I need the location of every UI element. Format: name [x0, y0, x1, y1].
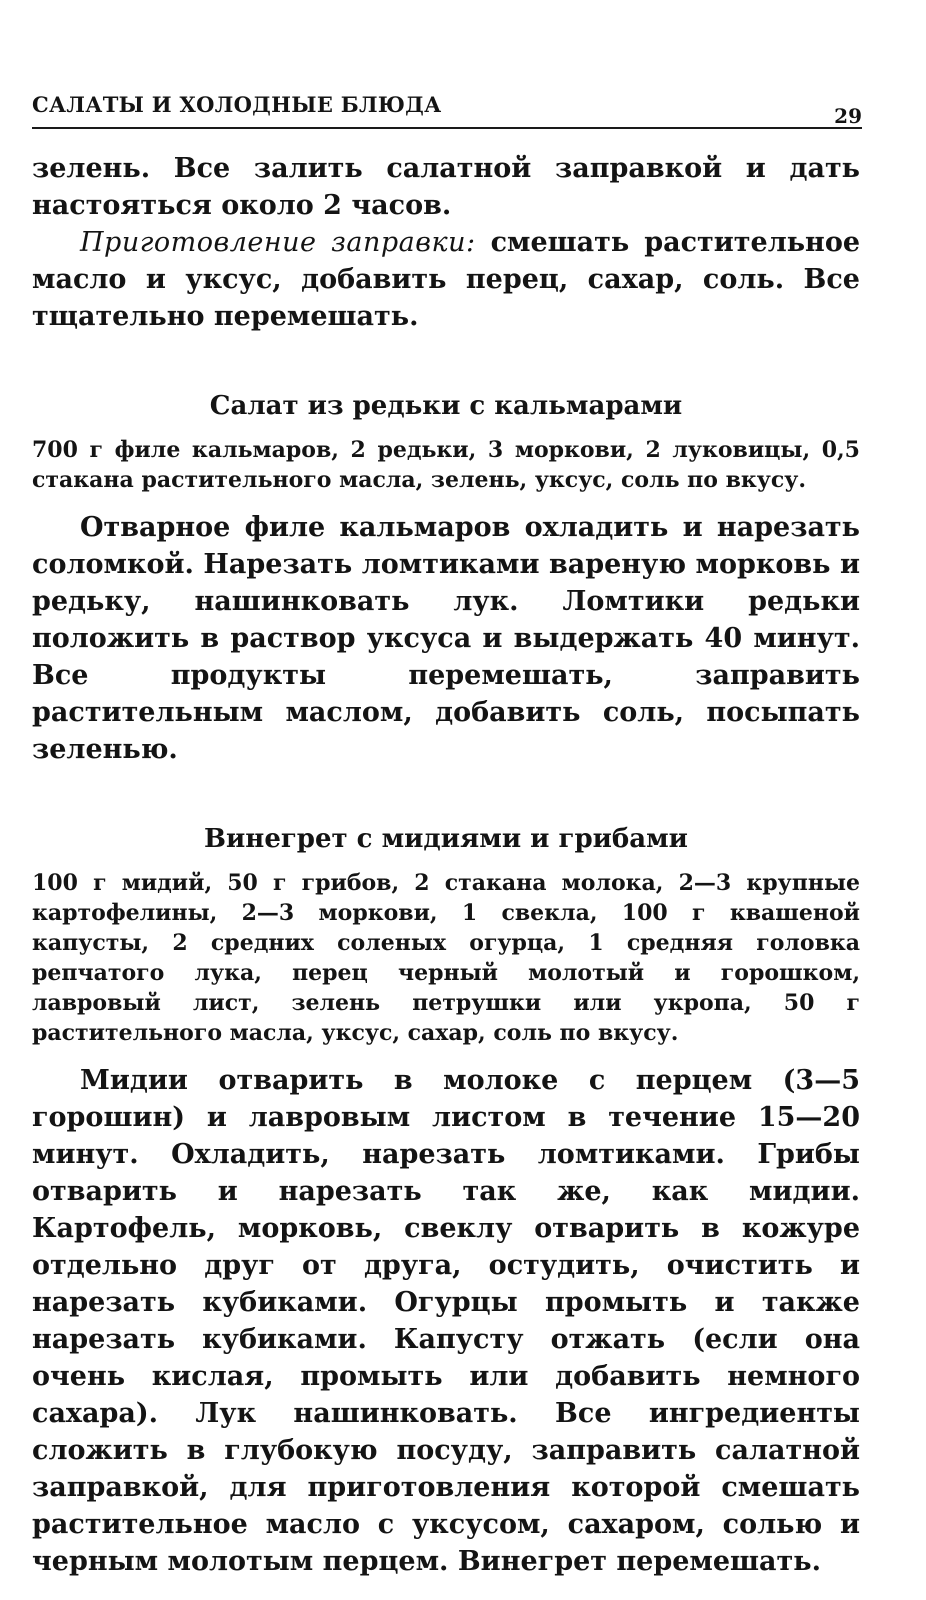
ingredients-list: 700 г филе кальмаров, 2 редьки, 3 моркови, 2 луковицы, 0,5 стакана растительного масла, зелень, уксус, соль по вкусу.: [32, 437, 860, 493]
running-title: САЛАТЫ И ХОЛОДНЫЕ БЛЮДА: [32, 92, 442, 117]
header-rule: [32, 127, 862, 129]
recipe-vinaigrette-mussels: [32, 824, 860, 1580]
ingredients-list: 100 г мидий, 50 г грибов, 2 стакана молока, 2—3 крупные картофелины, 2—3 моркови, 1 свекла, 100 г квашеной капусты, 2 средних соленых огурца, 1 средняя головка репчатого лука, перец черный молотый и горошком, лавровый лист, зелень петрушки или укропа, 50 г растительного масла, уксус, сахар, соль по вкусу.: [32, 870, 860, 1046]
continued-paragraph: зелень. Все залить салатной заправкой и дать настояться около 2 часов.: [32, 153, 860, 221]
page-number: 29: [834, 104, 862, 128]
recipe-method: Отварное филе кальмаров охладить и нарезать соломкой. Нарезать ломтиками вареную морковь и редьку, нашинковать лук. Ломтики редьки положить в раствор уксуса и выдержать 40 минут. Все продукты перемешать, заправить растительным маслом, добавить соль, посыпать зеленью.: [32, 512, 860, 765]
recipe-title: Салат из редьки с кальмарами: [209, 391, 683, 421]
dressing-label: Приготовление заправки:: [80, 227, 476, 258]
dressing-text: смешать растительное масло и уксус, добавить перец, сахар, соль. Все тщательно перемешать.: [32, 227, 861, 332]
recipe-method: Мидии отварить в молоке с перцем (3—5 горошин) и лавровым листом в течение 15—20 минут. Охладить, нарезать ломтиками. Грибы отварить и нарезать так же, как мидии. Картофель, морковь, свеклу отварить в кожуре отдельно друг от друга, остудить, очистить и нарезать кубиками. Огурцы промыть и также нарезать кубиками. Капусту отжать (если она очень кислая, промыть или добавить немного сахара). Лук нашинковать. Все ингредиенты сложить в глубокую посуду, заправить салатной заправкой, для приготовления которой смешать растительное масло с уксусом, сахаром, солью и черным молотым перцем. Винегрет перемешать.: [32, 1065, 860, 1577]
recipe-title: Винегрет с мидиями и грибами: [204, 824, 688, 854]
dressing-paragraph: [32, 224, 860, 335]
recipe-radish-squid: [32, 391, 860, 768]
page-content: [32, 150, 860, 1580]
